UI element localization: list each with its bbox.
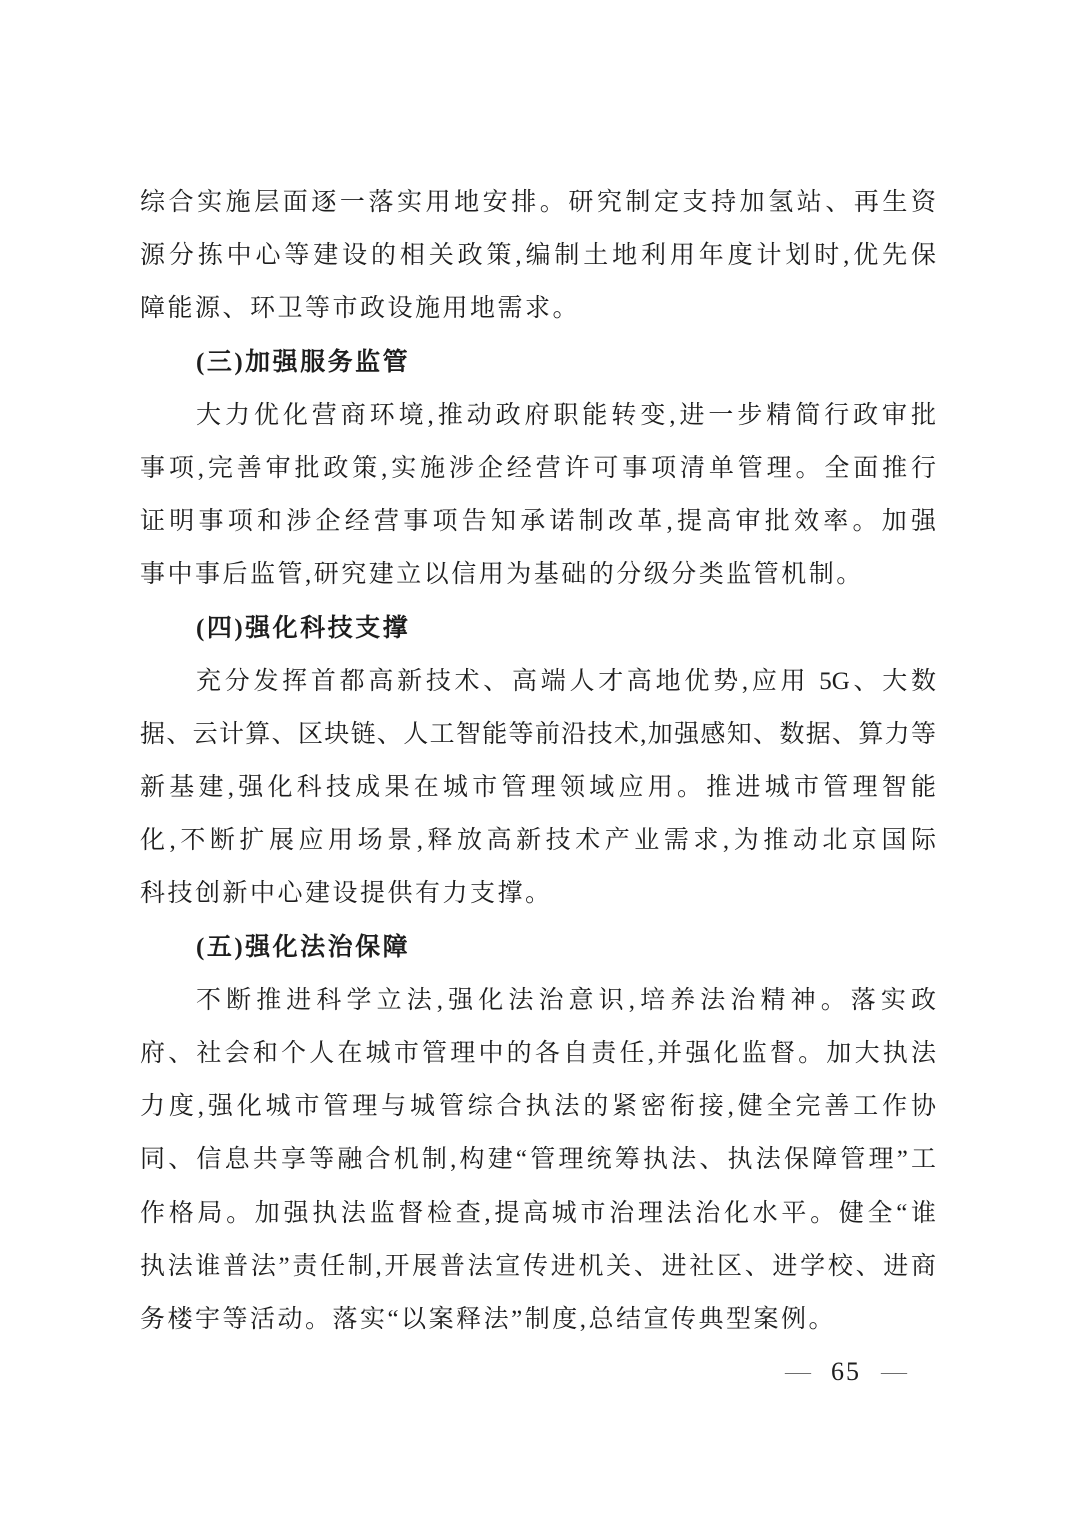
body-line: 充分发挥首都高新技术、高端人才高地优势,应用 5G、大数 (196, 667, 936, 695)
body-line: 源分拣中心等建设的相关政策,编制土地利用年度计划时,优先保 (140, 242, 936, 270)
body-line: 执法谁普法”责任制,开展普法宣传进机关、进社区、进学校、进商 (140, 1252, 936, 1280)
body-line: 府、社会和个人在城市管理中的各自责任,并强化监督。加大执法 (140, 1040, 936, 1067)
body-line: 据、云计算、区块链、人工智能等前沿技术,加强感知、数据、算力等 (140, 720, 936, 748)
body-line: 力度,强化城市管理与城管综合执法的紧密衔接,健全完善工作协 (140, 1093, 936, 1121)
footer-dash-right: — (881, 1360, 907, 1384)
body-line: 作格局。加强执法监督检查,提高城市治理法治化水平。健全“谁 (140, 1199, 936, 1227)
body-line: 证明事项和涉企经营事项告知承诺制改革,提高审批效率。加强 (140, 508, 936, 536)
page-footer (785, 1352, 907, 1392)
body-line: 大力优化营商环境,推动政府职能转变,进一步精简行政审批 (196, 401, 936, 429)
body-line: 不断推进科学立法,强化法治意识,培养法治精神。落实政 (196, 986, 936, 1014)
body-line: 新基建,强化科技成果在城市管理领域应用。推进城市管理智能 (140, 774, 936, 802)
body-line: 科技创新中心建设提供有力支撑。 (140, 880, 553, 908)
footer-dash-left: — (785, 1360, 811, 1384)
section-heading: (四)强化科技支撑 (196, 614, 411, 642)
body-line: 综合实施层面逐一落实用地安排。研究制定支持加氢站、再生资 (140, 189, 936, 216)
body-line: 务楼宇等活动。落实“以案释法”制度,总结宣传典型案例。 (140, 1305, 836, 1333)
body-line: 化,不断扩展应用场景,释放高新技术产业需求,为推动北京国际 (140, 827, 936, 855)
section-heading: (三)加强服务监管 (196, 348, 411, 376)
body-line: 事中事后监管,研究建立以信用为基础的分级分类监管机制。 (140, 561, 864, 589)
section-heading: (五)强化法治保障 (196, 933, 411, 961)
body-line: 事项,完善审批政策,实施涉企经营许可事项清单管理。全面推行 (140, 454, 936, 482)
body-line: 障能源、环卫等市政设施用地需求。 (140, 295, 581, 323)
body-line: 同、信息共享等融合机制,构建“管理统筹执法、执法保障管理”工 (140, 1146, 936, 1174)
page-number: 65 (831, 1357, 861, 1386)
document-body (140, 176, 936, 1346)
